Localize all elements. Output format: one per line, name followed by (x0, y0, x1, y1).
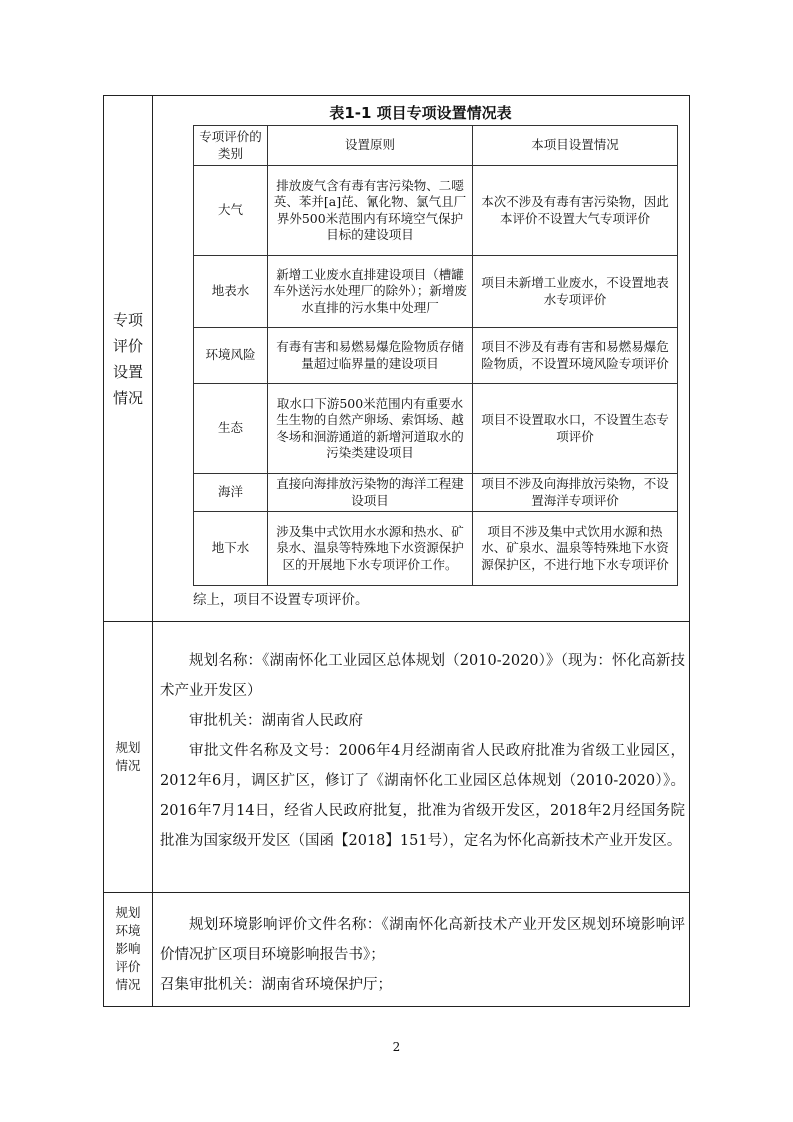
section-divider-2 (104, 892, 689, 893)
cell-principle: 有毒有害和易燃易爆危险物质存储量超过临界量的建设项目 (268, 328, 473, 384)
cell-principle: 新增工业废水直排建设项目（槽罐车外送污水处理厂的除外）；新增废水直排的污水集中处理厂 (268, 256, 473, 328)
page-number: 2 (392, 1040, 401, 1054)
table-row (194, 166, 678, 256)
table-summary: 综上，项目不设置专项评价。 (193, 592, 369, 608)
label-line: 规划 (115, 905, 141, 920)
header-status: 本项目设置情况 (473, 126, 678, 166)
cell-category: 环境风险 (194, 328, 268, 384)
cell-category: 大气 (194, 166, 268, 256)
cell-principle: 排放废气含有毒有害污染物、二噁英、苯并[a]芘、氰化物、氯气且厂界外500米范围内有环境空气保护目标的建设项目 (268, 166, 473, 256)
label-line: 情况 (115, 757, 141, 773)
label-line: 环境 (115, 923, 141, 938)
table-title: 表1-1 项目专项设置情况表 (329, 104, 512, 122)
special-assessment-table (193, 125, 678, 586)
section-divider-1 (104, 621, 689, 622)
cell-principle: 涉及集中式饮用水水源和热水、矿泉水、温泉等特殊地下水资源保护区的开展地下水专项评价工作。 (268, 512, 473, 586)
cell-category: 生态 (194, 384, 268, 474)
eia-document-name: 规划环境影响评价文件名称：《湖南怀化高新技术产业开发区规划环境影响评价情况扩区项目环境影响报告书》； (160, 917, 685, 963)
label-line: 情况 (112, 388, 143, 407)
section-label-zhuanxiang (104, 96, 152, 621)
section-label-huanping (104, 892, 152, 1006)
cell-status: 项目不涉及向海排放污染物，不设置海洋专项评价 (473, 474, 678, 512)
label-line: 影响 (115, 941, 141, 956)
section-label-guihua (104, 621, 152, 892)
eia-authority: 召集审批机关：湖南省环境保护厅； (160, 977, 392, 993)
label-line: 规划 (115, 739, 141, 755)
cell-category: 海洋 (194, 474, 268, 512)
planning-approval-doc: 审批文件名称及文号：2006年4月经湖南省人民政府批准为省级工业园区，2012年6月，调区扩区，修订了《湖南怀化工业园区总体规划（2010-2020）》。2016年7月14日，经省人民政府批复，批准为省级开发区，2018年2月经国务院批准为国家级开发区（国函【2018】151号），定名为怀化高新技术产业开发区。 (160, 743, 685, 849)
cell-status: 项目未新增工业废水，不设置地表水专项评价 (473, 256, 678, 328)
cell-category: 地表水 (194, 256, 268, 328)
label-line: 情况 (115, 977, 141, 992)
cell-status: 项目不设置取水口，不设置生态专项评价 (473, 384, 678, 474)
label-line: 设置 (112, 362, 143, 381)
table-row (194, 512, 678, 586)
header-principle: 设置原则 (268, 126, 473, 166)
label-column-divider (152, 96, 153, 1006)
table-row (194, 384, 678, 474)
label-line: 专项 (112, 310, 143, 329)
planning-name: 规划名称：《湖南怀化工业园区总体规划（2010-2020）》（现为：怀化高新技术产业开发区） (160, 653, 685, 699)
table-header-row (194, 126, 678, 166)
cell-principle: 直接向海排放污染物的海洋工程建设项目 (268, 474, 473, 512)
cell-principle: 取水口下游500米范围内有重要水生生物的自然产卵场、索饵场、越冬场和洄游通道的新增河道取水的污染类建设项目 (268, 384, 473, 474)
table-row (194, 328, 678, 384)
planning-authority: 审批机关：湖南省人民政府 (189, 713, 363, 729)
header-category: 专项评价的类别 (194, 126, 268, 166)
table-row (194, 256, 678, 328)
cell-status: 本次不涉及有毒有害污染物，因此本评价不设置大气专项评价 (473, 166, 678, 256)
cell-category: 地下水 (194, 512, 268, 586)
cell-status: 项目不涉及集中式饮用水源和热水、矿泉水、温泉等特殊地下水资源保护区，不进行地下水专项评价 (473, 512, 678, 586)
label-line: 评价 (115, 959, 141, 974)
cell-status: 项目不涉及有毒有害和易燃易爆危险物质，不设置环境风险专项评价 (473, 328, 678, 384)
label-line: 评价 (112, 336, 143, 355)
table-row (194, 474, 678, 512)
